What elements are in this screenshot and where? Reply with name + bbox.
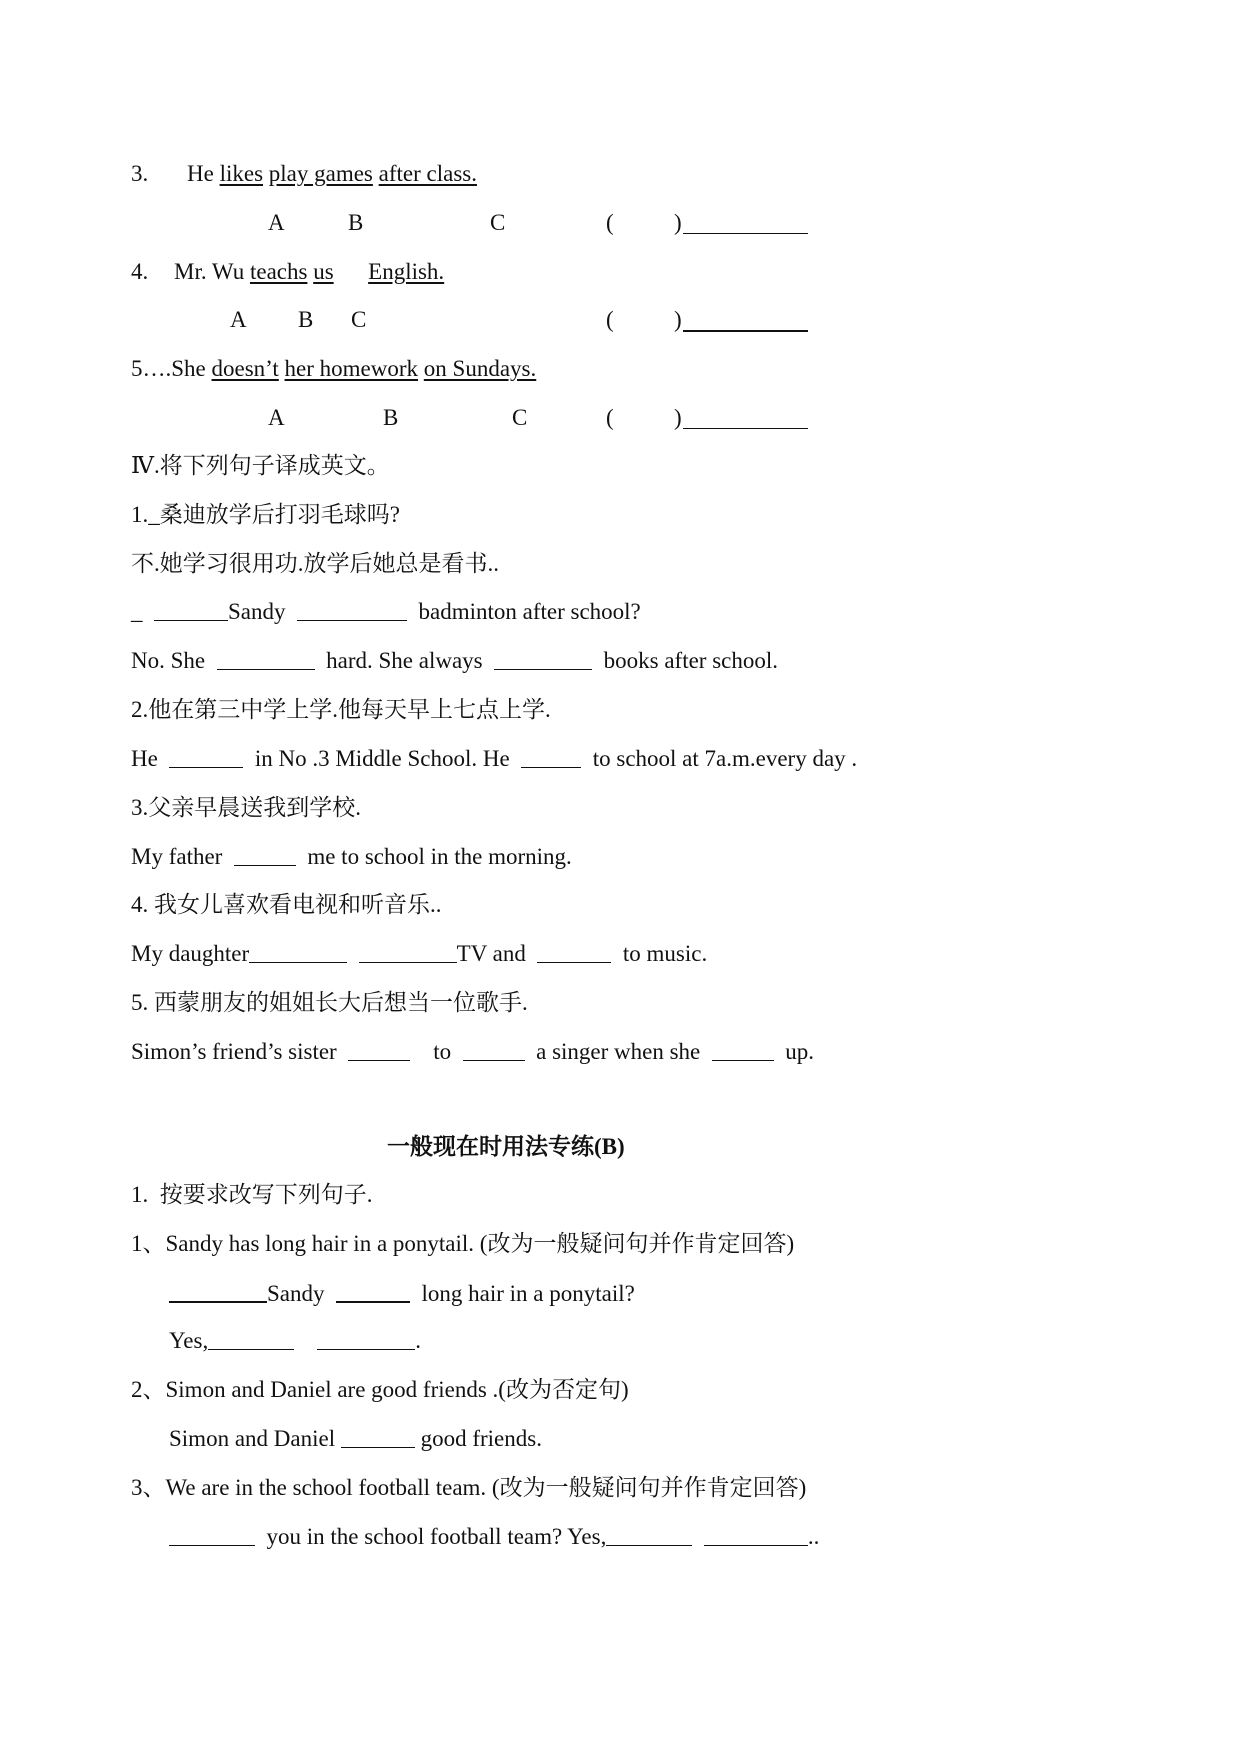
q4-answer-blank[interactable]: [683, 310, 808, 332]
sb-item2-ans: [169, 1427, 542, 1450]
q4-paren-close: ): [674, 307, 682, 332]
s4-item1-blank1[interactable]: [154, 600, 228, 621]
s4-item4-end: to music.: [622, 941, 708, 966]
s4-item4-start: My daughter: [131, 941, 250, 966]
s4-item2-blank2[interactable]: [521, 747, 581, 768]
sb-item3-ans: [169, 1525, 819, 1548]
q4-part-b: us: [313, 259, 334, 284]
sb-item2-end: good friends.: [420, 1426, 542, 1451]
q3-label-b: B: [348, 210, 364, 235]
s4-item5-start: Simon’s friend’s sister: [131, 1039, 337, 1064]
sb-item3-mid: you in the school football team? Yes,: [266, 1524, 607, 1549]
s4-item1-en2: [131, 649, 778, 672]
q5-label-b: B: [383, 405, 399, 430]
q3-subject: He: [187, 161, 214, 186]
s4-item2-end: to school at 7a.m.every day .: [592, 746, 858, 771]
q5-sentence: [131, 357, 536, 380]
q4-part-a: teachs: [249, 259, 308, 284]
q4-paren-open: (: [606, 307, 614, 332]
q3-answer-blank[interactable]: [683, 213, 808, 234]
sb-item1-prompt: 1、Sandy has long hair in a ponytail. (改为一般疑问句并作肯定回答): [131, 1231, 795, 1256]
s4-item3-cn: 3.父亲早晨送我到学校.: [131, 795, 361, 820]
q4-label-b: B: [298, 307, 314, 332]
sb-item1-rest: long hair in a ponytail?: [421, 1281, 635, 1306]
q4-part-c: English.: [368, 259, 445, 284]
s4-item4-blank3[interactable]: [537, 942, 611, 963]
sb-item2-blank1[interactable]: [341, 1427, 415, 1448]
s4-item4-cn: 4. 我女儿喜欢看电视和听音乐..: [131, 892, 442, 917]
q3-sentence: [187, 162, 477, 185]
q4-label-a: A: [230, 307, 247, 332]
s4-item2-start: He: [131, 746, 158, 771]
s4-item1-answer-end: books after school.: [603, 648, 779, 673]
s4-item4-blank2[interactable]: [359, 942, 457, 963]
q3-paren-close: ): [674, 210, 682, 235]
s4-item1-answer-mid: hard. She always: [326, 648, 483, 673]
sb-item1-ans1: [169, 1281, 635, 1305]
s4-item3-start: My father: [131, 844, 223, 869]
s4-item2-blank1[interactable]: [169, 747, 243, 768]
q3-label-c: C: [490, 210, 506, 235]
q5-part-b: her homework: [284, 356, 419, 381]
s4-item1-blank2[interactable]: [297, 600, 407, 621]
section4-heading: Ⅳ.将下列句子译成英文。: [131, 453, 390, 478]
section-b-title: 一般现在时用法专练(B): [387, 1134, 625, 1159]
s4-item5-blank1[interactable]: [348, 1040, 410, 1061]
q3-part-b: play games: [268, 161, 373, 186]
q5-part-a: doesn’t: [211, 356, 279, 381]
sb-item1-ans2: [169, 1329, 421, 1352]
sb-item1-blank3[interactable]: [208, 1329, 294, 1350]
q5-label-c: C: [512, 405, 528, 430]
s4-item1-prefix: _: [131, 599, 143, 624]
s4-item4-en: [131, 942, 707, 965]
q4-sentence: [174, 260, 444, 283]
s4-item1-en1: [131, 600, 641, 623]
q3-paren-open: (: [606, 210, 614, 235]
q4-num: 4.: [131, 259, 149, 284]
sb-item1-subject: Sandy: [267, 1281, 325, 1306]
sb-item3-blank3[interactable]: [704, 1525, 808, 1546]
sb-item3-blank2[interactable]: [606, 1525, 692, 1546]
s4-item5-blank3[interactable]: [712, 1040, 774, 1061]
s4-item2-mid: in No .3 Middle School. He: [254, 746, 510, 771]
s4-item1-blank3[interactable]: [217, 649, 315, 670]
s4-item2-cn: 2.他在第三中学上学.他每天早上七点上学.: [131, 697, 551, 722]
sb-item1-blank2[interactable]: [336, 1281, 410, 1303]
q5-paren-close: ): [674, 405, 682, 430]
s4-item3-blank1[interactable]: [234, 845, 296, 866]
sb-item1-blank1[interactable]: [169, 1281, 267, 1303]
s4-item1-cn2: 不.她学习很用功.放学后她总是看书..: [131, 551, 499, 576]
sb-item3-prompt: 3、We are in the school football team. (改为一般疑问句并作肯定回答): [131, 1475, 807, 1500]
sb-item2-start: Simon and Daniel: [169, 1426, 336, 1451]
s4-item2-en: [131, 747, 857, 770]
sb-item1-yes: Yes,: [169, 1328, 209, 1353]
sb-item3-blank1[interactable]: [169, 1525, 255, 1546]
s4-item1-rest: badminton after school?: [418, 599, 641, 624]
s4-item5-blank2[interactable]: [463, 1040, 525, 1061]
q3-part-a: likes: [219, 161, 264, 186]
q3-num: 3.: [131, 161, 149, 186]
s4-item5-end: up.: [785, 1039, 815, 1064]
s4-item1-blank4[interactable]: [494, 649, 592, 670]
s4-item3-end: me to school in the morning.: [307, 844, 572, 869]
sb-item2-prompt: 2、Simon and Daniel are good friends .(改为否定句): [131, 1377, 629, 1402]
q4-subject: Mr. Wu: [174, 259, 245, 284]
s4-item1-cn: 1._桑迪放学后打羽毛球吗?: [131, 502, 400, 527]
sb-item1-blank4[interactable]: [317, 1329, 415, 1350]
q5-subject: 5….She: [131, 356, 206, 381]
q5-answer-blank[interactable]: [683, 408, 808, 429]
q3-label-a: A: [268, 210, 285, 235]
q5-part-c: on Sundays.: [423, 356, 537, 381]
sb-item3-end: ..: [807, 1524, 820, 1549]
s4-item5-to: to: [433, 1039, 452, 1064]
s4-item5-en: [131, 1040, 814, 1063]
s4-item4-mid: TV and: [456, 941, 526, 966]
s4-item3-en: [131, 845, 572, 868]
q5-paren-open: (: [606, 405, 614, 430]
s4-item1-subject: Sandy: [228, 599, 286, 624]
q4-label-c: C: [351, 307, 367, 332]
sb-item1-period: .: [415, 1328, 421, 1353]
s4-item4-blank1[interactable]: [249, 942, 347, 963]
s4-item5-cn: 5. 西蒙朋友的姐姐长大后想当一位歌手.: [131, 990, 528, 1015]
section-b-instruction: 1. 按要求改写下列句子.: [131, 1182, 373, 1207]
s4-item1-answer-start: No. She: [131, 648, 206, 673]
q5-label-a: A: [268, 405, 285, 430]
q3-part-c: after class.: [378, 161, 477, 186]
s4-item5-mid: a singer when she: [536, 1039, 701, 1064]
